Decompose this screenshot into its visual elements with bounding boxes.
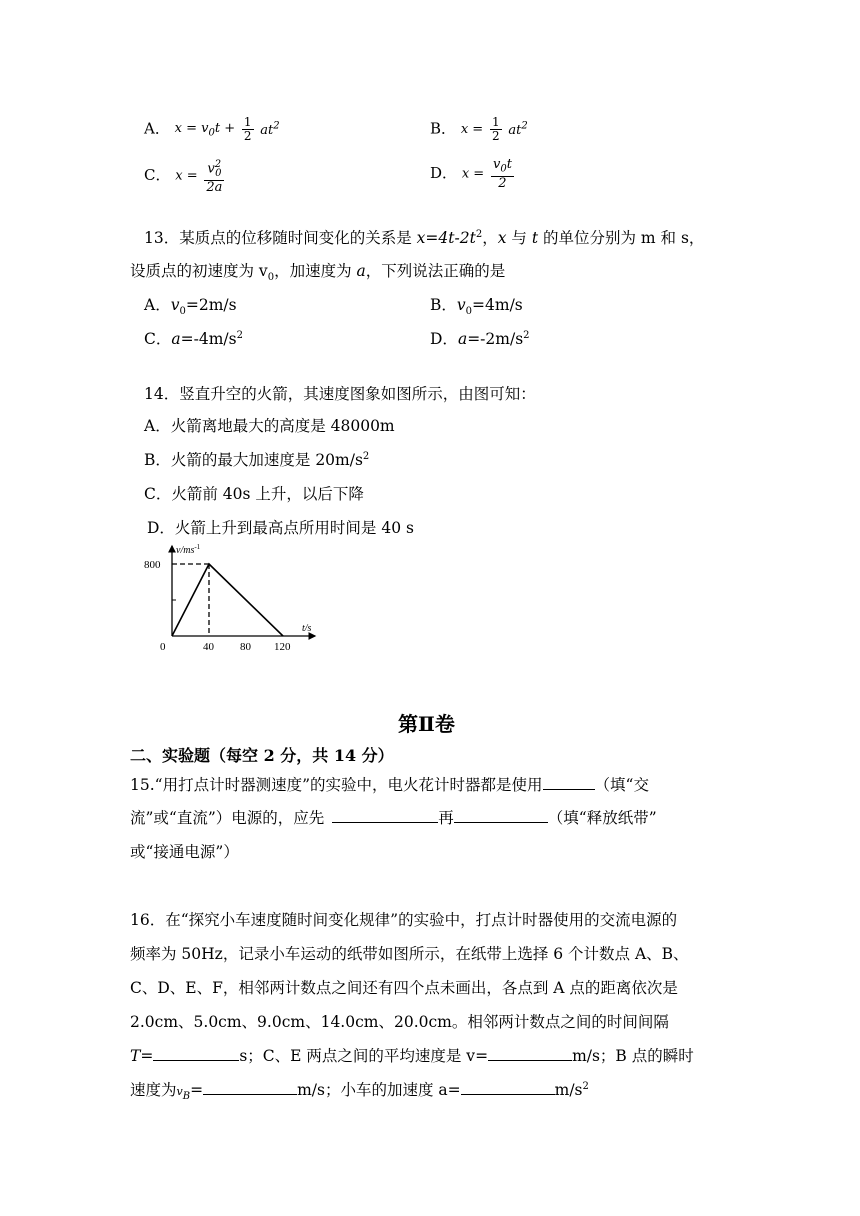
q14-stem: 14．竖直升空的火箭，其速度图象如图所示，由图可知：: [144, 385, 536, 403]
q12-option-b: [430, 116, 528, 143]
velocity-series-line: [172, 564, 283, 636]
q12-option-a: [144, 116, 280, 143]
fraction: $\frac{v_0t}{2}$: [492, 157, 512, 191]
formula: x=4t-2t: [416, 229, 476, 247]
q15-line3: 或“接通电源”）: [130, 843, 239, 861]
option-letter: D．: [430, 163, 458, 182]
answer-blank[interactable]: [461, 1093, 555, 1095]
answer-blank[interactable]: [332, 821, 438, 823]
option-letter: A．: [144, 119, 170, 138]
q16-line4: 2.0cm、5.0cm、9.0cm、14.0cm、20.0cm。相邻两计数点之间的时间间隔: [130, 1013, 669, 1031]
q12-option-d: [430, 158, 516, 190]
x-tick-label: 120: [274, 641, 291, 653]
q13-option-b: B．$v_0=4m/s$: [430, 296, 523, 318]
formula-part: at: [508, 123, 522, 139]
q14-option-d: D．火箭上升到最高点所用时间是 40 s: [147, 519, 414, 537]
superscript: 2: [521, 120, 528, 132]
q14-option-b: B．火箭的最大加速度是 $20m/s^2$: [144, 450, 370, 469]
q13-option-c: C．$a=-4m/s^2$: [144, 329, 243, 348]
fraction: $\frac{1}{2}$: [491, 115, 500, 143]
q16-line2: 频率为 50Hz，记录小车运动的纸带如图所示，在纸带上选择 6 个计数点 A、B、: [130, 945, 689, 963]
formula-part: x = v: [174, 120, 209, 136]
formula-part: x =: [460, 122, 484, 137]
q12-option-c: [144, 158, 226, 194]
answer-blank[interactable]: [454, 821, 548, 823]
option-letter: B．: [430, 119, 457, 138]
q16-line6: 速度为$v_B= m/s$；小车的加速度 $a= m/s^2$: [130, 1080, 589, 1103]
x-tick-label: 80: [240, 641, 251, 653]
q13-stem-line2: 设质点的初速度为 $v_0$，加速度为 a，下列说法正确的是: [130, 262, 506, 284]
q13-stem-line1: 13．某质点的位移随时间变化的关系是 $x=4t-2t^2$，x 与 t 的单位分别为 m 和 s，: [144, 228, 705, 247]
velocity-time-chart: [140, 540, 340, 660]
q14-option-c: C．火箭前 40s 上升，以后下降: [144, 485, 364, 503]
answer-blank[interactable]: [488, 1059, 572, 1061]
x-axis-label: t/s: [302, 623, 312, 634]
superscript: 2: [273, 120, 280, 132]
answer-blank[interactable]: [153, 1059, 239, 1061]
fraction: $\frac{1}{2}$: [243, 115, 252, 143]
y-axis-label: $v/ms^{-1}$: [176, 543, 201, 556]
section-heading: 二、实验题（每空 2 分，共 14 分）: [130, 746, 394, 765]
answer-blank[interactable]: [543, 788, 595, 790]
q16-line5: T= s；C、E 两点之间的平均速度是 v= m/s；B 点的瞬时: [130, 1047, 694, 1065]
x-tick-label: 40: [203, 641, 214, 653]
formula-part: t +: [214, 120, 236, 136]
q14-option-a: A．火箭离地最大的高度是 48000m: [144, 417, 395, 435]
subscript: 0: [208, 127, 215, 139]
formula-part: x =: [175, 168, 198, 184]
y-tick-label: 800: [144, 559, 161, 571]
q15-line1: 15.“用打点计时器测速度”的实验中，电火花计时器都是使用 （填“交: [130, 776, 649, 794]
answer-blank[interactable]: [203, 1093, 297, 1095]
formula-part: at: [260, 123, 274, 139]
option-letter: C．: [144, 165, 171, 184]
formula-part: x =: [461, 166, 485, 182]
q13-option-a: A．$v_0=2m/s$: [144, 296, 237, 318]
fraction: $\frac{v^2_0}{2a}$: [206, 159, 223, 195]
q13-option-d: D．$a=-2m/s^2$: [430, 329, 530, 348]
q16-line3: C、D、E、F，相邻两计数点之间还有四个点未画出，各点到 A 点的距离依次是: [130, 979, 678, 997]
part-title: 第Ⅱ卷: [398, 712, 455, 736]
q16-line1: 16．在“探究小车速度随时间变化规律”的实验中，打点计时器使用的交流电源的: [130, 911, 678, 929]
q15-line2: 流”或“直流”）电源的，应先 再 （填“释放纸带”: [130, 809, 657, 827]
x-tick-label: 0: [160, 641, 166, 653]
